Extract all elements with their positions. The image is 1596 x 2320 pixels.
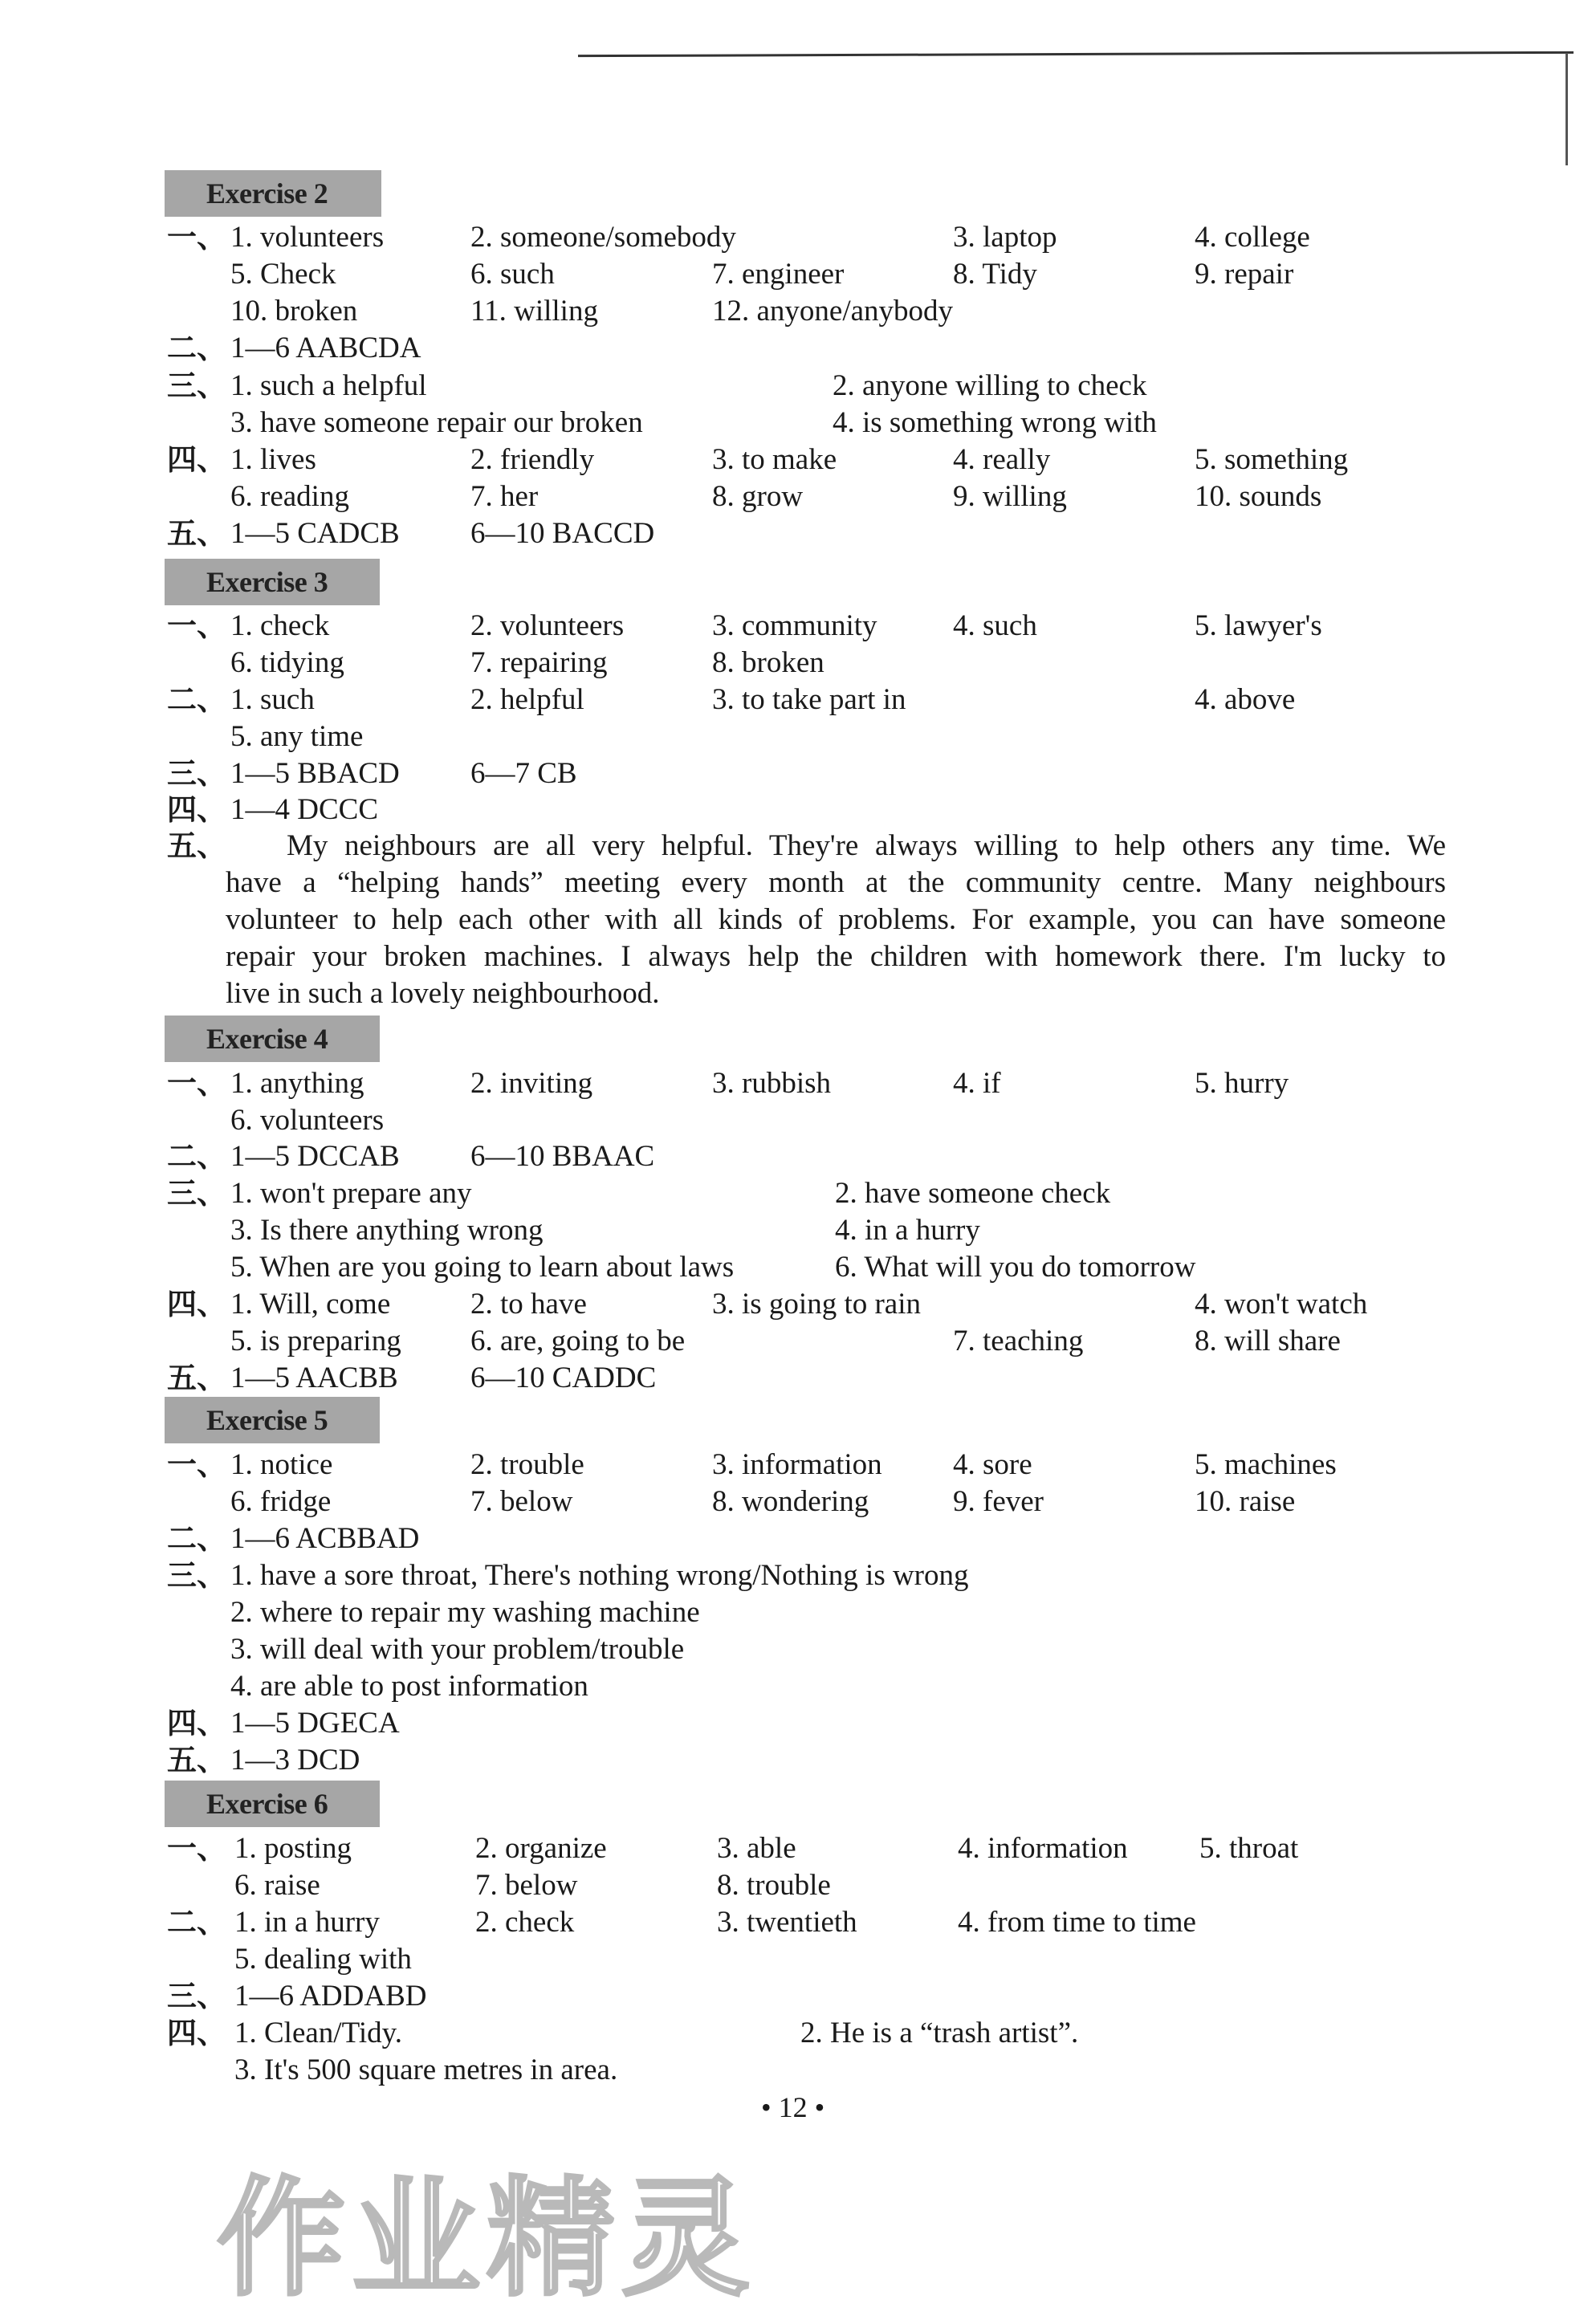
answer-item: 3. Is there anything wrong: [230, 1214, 544, 1247]
answer-item: 2. He is a “trash artist”.: [800, 2017, 1079, 2049]
paragraph-line: live in such a lovely neighbourhood.: [226, 977, 660, 1010]
exercise-3-header: Exercise 3: [165, 559, 380, 605]
answer-item: 1. in a hurry: [234, 1906, 380, 1939]
answer-item: 10. raise: [1195, 1485, 1296, 1518]
answer-item: 6. volunteers: [230, 1104, 385, 1137]
answer-item: 3. twentieth: [717, 1906, 857, 1939]
paragraph-line: have a “helping hands” meeting every month at the community centre. Many neighbours: [226, 866, 1446, 899]
answer-item: 7. below: [470, 1485, 573, 1518]
answer-item: 4. really: [953, 443, 1051, 476]
answer-item: 1. lives: [230, 443, 316, 476]
answer-item: 5. When are you going to learn about laws: [230, 1251, 735, 1284]
answer-item: 4. if: [953, 1067, 1001, 1100]
answer-item: 3. is going to rain: [712, 1288, 922, 1321]
section-label: 一、: [167, 1831, 226, 1866]
answer-item: 6—7 CB: [470, 757, 577, 790]
answer-item: 1—5 DCCAB: [230, 1140, 400, 1173]
answer-item: 4. college: [1195, 221, 1310, 254]
section-label: 五、: [167, 828, 226, 863]
section-label: 一、: [167, 1066, 226, 1101]
answer-item: 7. below: [475, 1869, 578, 1902]
answer-item: 2. to have: [470, 1288, 587, 1321]
answer-item: 2. friendly: [470, 443, 595, 476]
watermark-logo: 作业精灵: [217, 2163, 757, 2314]
answer-item: 2. check: [475, 1906, 575, 1939]
answer-item: 8. Tidy: [953, 258, 1037, 291]
answer-item: 6. What will you do tomorrow: [835, 1251, 1196, 1284]
answer-item: 5. is preparing: [230, 1325, 401, 1357]
answer-item: 4. are able to post information: [230, 1670, 588, 1703]
answer-item: 8. grow: [712, 480, 804, 513]
section-label: 二、: [167, 1139, 226, 1174]
answer-item: 9. willing: [953, 480, 1067, 513]
answer-item: 1. anything: [230, 1067, 364, 1100]
answer-item: 1. won't prepare any: [230, 1177, 472, 1210]
section-label: 一、: [167, 608, 226, 643]
answer-item: 9. repair: [1195, 258, 1294, 291]
answer-item: 7. repairing: [470, 646, 608, 679]
answer-item: 3. to take part in: [712, 683, 906, 716]
answer-item: 3. able: [717, 1832, 796, 1865]
section-label: 一、: [167, 220, 226, 254]
exercise-6-header: Exercise 6: [165, 1781, 380, 1827]
answer-item: 8. trouble: [717, 1869, 831, 1902]
paragraph-line: volunteer to help each other with all kinds of problems. For example, you can have someone: [226, 903, 1446, 936]
answer-item: 5. Check: [230, 258, 336, 291]
section-label: 三、: [167, 1176, 226, 1211]
section-label: 二、: [167, 1905, 226, 1939]
answer-item: 1—5 DGECA: [230, 1707, 400, 1740]
answer-item: 1—6 ADDABD: [234, 1980, 427, 2013]
answer-item: 1. Clean/Tidy.: [234, 2017, 403, 2049]
answer-item: 7. teaching: [953, 1325, 1084, 1357]
answer-item: 1. volunteers: [230, 221, 385, 254]
answer-item: 3. community: [712, 609, 877, 642]
answer-item: 6. reading: [230, 480, 349, 513]
answer-item: 9. fever: [953, 1485, 1044, 1518]
answer-item: 4. sore: [953, 1448, 1032, 1481]
answer-item: 1. notice: [230, 1448, 333, 1481]
answer-item: 2. have someone check: [835, 1177, 1111, 1210]
answer-item: 1. such: [230, 683, 315, 716]
section-label: 四、: [167, 792, 226, 827]
answer-item: 2. someone/somebody: [470, 221, 736, 254]
answer-item: 7. engineer: [712, 258, 845, 291]
paragraph-line: repair your broken machines. I always help the children with homework there. I'm lucky to: [226, 940, 1446, 973]
answer-item: 2. where to repair my washing machine: [230, 1596, 700, 1629]
section-label: 三、: [167, 1558, 226, 1593]
answer-item: 3. to make: [712, 443, 837, 476]
answer-item: 8. wondering: [712, 1485, 869, 1518]
answer-item: 2. organize: [475, 1832, 607, 1865]
answer-item: 8. will share: [1195, 1325, 1341, 1357]
answer-item: 6. fridge: [230, 1485, 332, 1518]
answer-item: 12. anyone/anybody: [712, 295, 954, 328]
answer-item: 1—5 BBACD: [230, 757, 400, 790]
section-label: 二、: [167, 682, 226, 717]
answer-item: 5. machines: [1195, 1448, 1337, 1481]
answer-item: 5. lawyer's: [1195, 609, 1322, 642]
answer-item: 4. in a hurry: [835, 1214, 980, 1247]
answer-item: 6—10 BACCD: [470, 517, 655, 550]
answer-item: 6. tidying: [230, 646, 344, 679]
answer-item: 4. above: [1195, 683, 1296, 716]
section-label: 五、: [167, 516, 226, 551]
answer-item: 3. have someone repair our broken: [230, 406, 643, 439]
section-label: 五、: [167, 1743, 226, 1777]
answer-item: 6. raise: [234, 1869, 320, 1902]
section-label: 三、: [167, 756, 226, 791]
page-number: • 12 •: [761, 2091, 825, 2123]
answer-item: 1—3 DCD: [230, 1744, 360, 1777]
exercise-2-header: Exercise 2: [165, 170, 381, 217]
answer-item: 5. dealing with: [234, 1943, 412, 1976]
section-label: 二、: [167, 331, 226, 365]
answer-item: 2. volunteers: [470, 609, 625, 642]
answer-item: 1—5 AACBB: [230, 1361, 398, 1394]
answer-item: 8. broken: [712, 646, 824, 679]
answer-item: 6—10 BBAAC: [470, 1140, 655, 1173]
section-label: 四、: [167, 1287, 226, 1321]
exercise-5-header: Exercise 5: [165, 1397, 380, 1443]
answer-item: 10. broken: [230, 295, 358, 328]
answer-item: 7. her: [470, 480, 539, 513]
answer-item: 2. trouble: [470, 1448, 584, 1481]
section-label: 三、: [167, 368, 226, 403]
answer-item: 3. It's 500 square metres in area.: [234, 2053, 618, 2086]
answer-item: 6. are, going to be: [470, 1325, 686, 1357]
answer-item: 1—6 AABCDA: [230, 332, 421, 364]
section-label: 五、: [167, 1361, 226, 1395]
answer-item: 6. such: [470, 258, 555, 291]
answer-item: 11. willing: [470, 295, 598, 328]
section-label: 四、: [167, 2016, 226, 2050]
answer-item: 4. won't watch: [1195, 1288, 1368, 1321]
section-label: 四、: [167, 1706, 226, 1740]
ex3-writing-paragraph: [226, 828, 1446, 1012]
exercise-4-header: Exercise 4: [165, 1016, 380, 1062]
answer-item: 2. helpful: [470, 683, 584, 716]
answer-item: 2. inviting: [470, 1067, 593, 1100]
answer-item: 5. throat: [1199, 1832, 1299, 1865]
answer-item: 1. Will, come: [230, 1288, 391, 1321]
answer-item: 10. sounds: [1195, 480, 1322, 513]
answer-item: 4. from time to time: [958, 1906, 1196, 1939]
section-label: 四、: [167, 442, 226, 477]
answer-item: 4. information: [958, 1832, 1128, 1865]
answer-item: 3. rubbish: [712, 1067, 831, 1100]
answer-item: 1—6 ACBBAD: [230, 1522, 420, 1555]
answer-item: 3. information: [712, 1448, 882, 1481]
answer-item: 1. check: [230, 609, 330, 642]
paragraph-line: My neighbours are all very helpful. They're always willing to help others any time. We: [287, 829, 1446, 862]
answer-item: 3. laptop: [953, 221, 1057, 254]
answer-item: 2. anyone willing to check: [833, 369, 1147, 402]
section-label: 一、: [167, 1447, 226, 1482]
answer-item: 5. something: [1195, 443, 1349, 476]
answer-item: 5. any time: [230, 720, 364, 753]
answer-item: 4. such: [953, 609, 1037, 642]
answer-item: 1—4 DCCC: [230, 793, 379, 826]
section-label: 二、: [167, 1521, 226, 1556]
answer-item: 1. have a sore throat, There's nothing wrong/Nothing is wrong: [230, 1559, 969, 1592]
answer-item: 6—10 CADDC: [470, 1361, 657, 1394]
answer-item: 4. is something wrong with: [833, 406, 1157, 439]
answer-item: 1. such a helpful: [230, 369, 427, 402]
section-label: 三、: [167, 1979, 226, 2013]
answer-item: 1—5 CADCB: [230, 517, 400, 550]
answer-item: 5. hurry: [1195, 1067, 1289, 1100]
answer-item: 1. posting: [234, 1832, 352, 1865]
answer-item: 3. will deal with your problem/trouble: [230, 1633, 685, 1666]
